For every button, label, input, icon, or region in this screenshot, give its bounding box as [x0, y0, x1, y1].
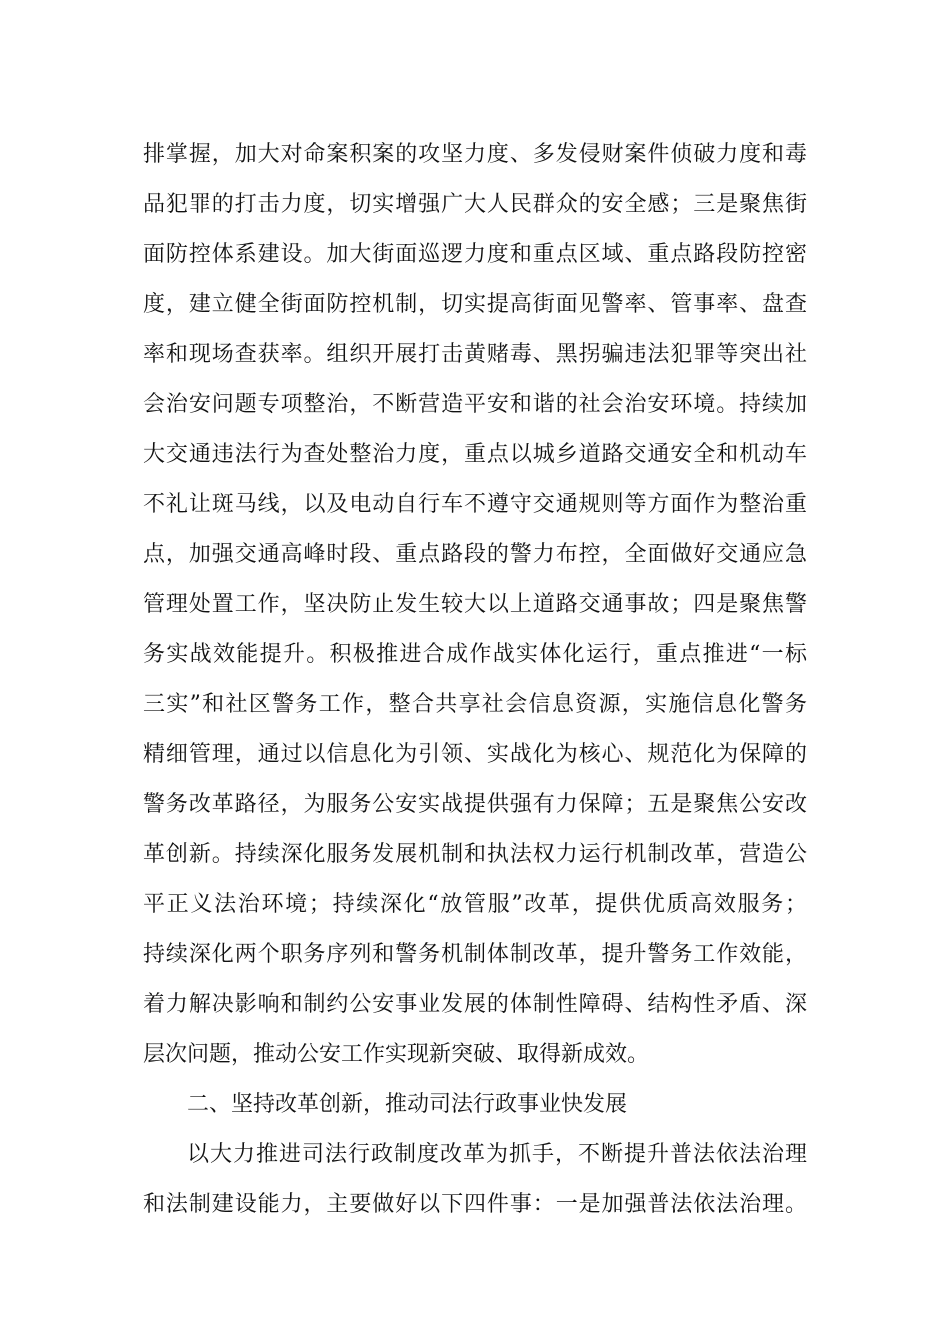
text-line: 会治安问题专项整治，不断营造平安和谐的社会治安环境。持续加 — [143, 392, 807, 417]
text-line: 率和现场查获率。组织开展打击黄赌毒、黑拐骗违法犯罪等突出社 — [143, 342, 807, 367]
text-line: 精细管理，通过以信息化为引领、实战化为核心、规范化为保障的 — [143, 742, 807, 767]
text-line: 和法制建设能力，主要做好以下四件事：一是加强普法依法治理。 — [143, 1192, 807, 1217]
text-line: 持续深化两个职务序列和警务机制体制改革，提升警务工作效能， — [143, 942, 807, 967]
section-heading: 二、坚持改革创新，推动司法行政事业快发展 — [187, 1092, 628, 1117]
text-line: 品犯罪的打击力度，切实增强广大人民群众的安全感；三是聚焦街 — [143, 192, 807, 217]
text-line: 排掌握，加大对命案积案的攻坚力度、多发侵财案件侦破力度和毒 — [143, 142, 807, 167]
text-line: 层次问题，推动公安工作实现新突破、取得新成效。 — [143, 1042, 650, 1067]
text-line: 三实”和社区警务工作，整合共享社会信息资源，实施信息化警务 — [143, 692, 807, 717]
text-line: 务实战效能提升。积极推进合成作战实体化运行，重点推进“一标 — [143, 642, 807, 667]
text-line: 警务改革路径，为服务公安实战提供强有力保障；五是聚焦公安改 — [143, 792, 807, 817]
text-line: 以大力推进司法行政制度改革为抓手，不断提升普法依法治理 — [187, 1142, 807, 1167]
text-line: 大交通违法行为查处整治力度，重点以城乡道路交通安全和机动车 — [143, 442, 807, 467]
text-line: 平正义法治环境；持续深化“放管服”改革，提供优质高效服务； — [143, 892, 807, 917]
text-line: 度，建立健全街面防控机制，切实提高街面见警率、管事率、盘查 — [143, 292, 807, 317]
text-line: 点，加强交通高峰时段、重点路段的警力布控，全面做好交通应急 — [143, 542, 807, 567]
text-line: 着力解决影响和制约公安事业发展的体制性障碍、结构性矛盾、深 — [143, 992, 807, 1017]
text-line: 面防控体系建设。加大街面巡逻力度和重点区域、重点路段防控密 — [143, 242, 807, 267]
text-line: 不礼让斑马线，以及电动自行车不遵守交通规则等方面作为整治重 — [143, 492, 807, 517]
text-line: 管理处置工作，坚决防止发生较大以上道路交通事故；四是聚焦警 — [143, 592, 807, 617]
text-line: 革创新。持续深化服务发展机制和执法权力运行机制改革，营造公 — [143, 842, 807, 867]
